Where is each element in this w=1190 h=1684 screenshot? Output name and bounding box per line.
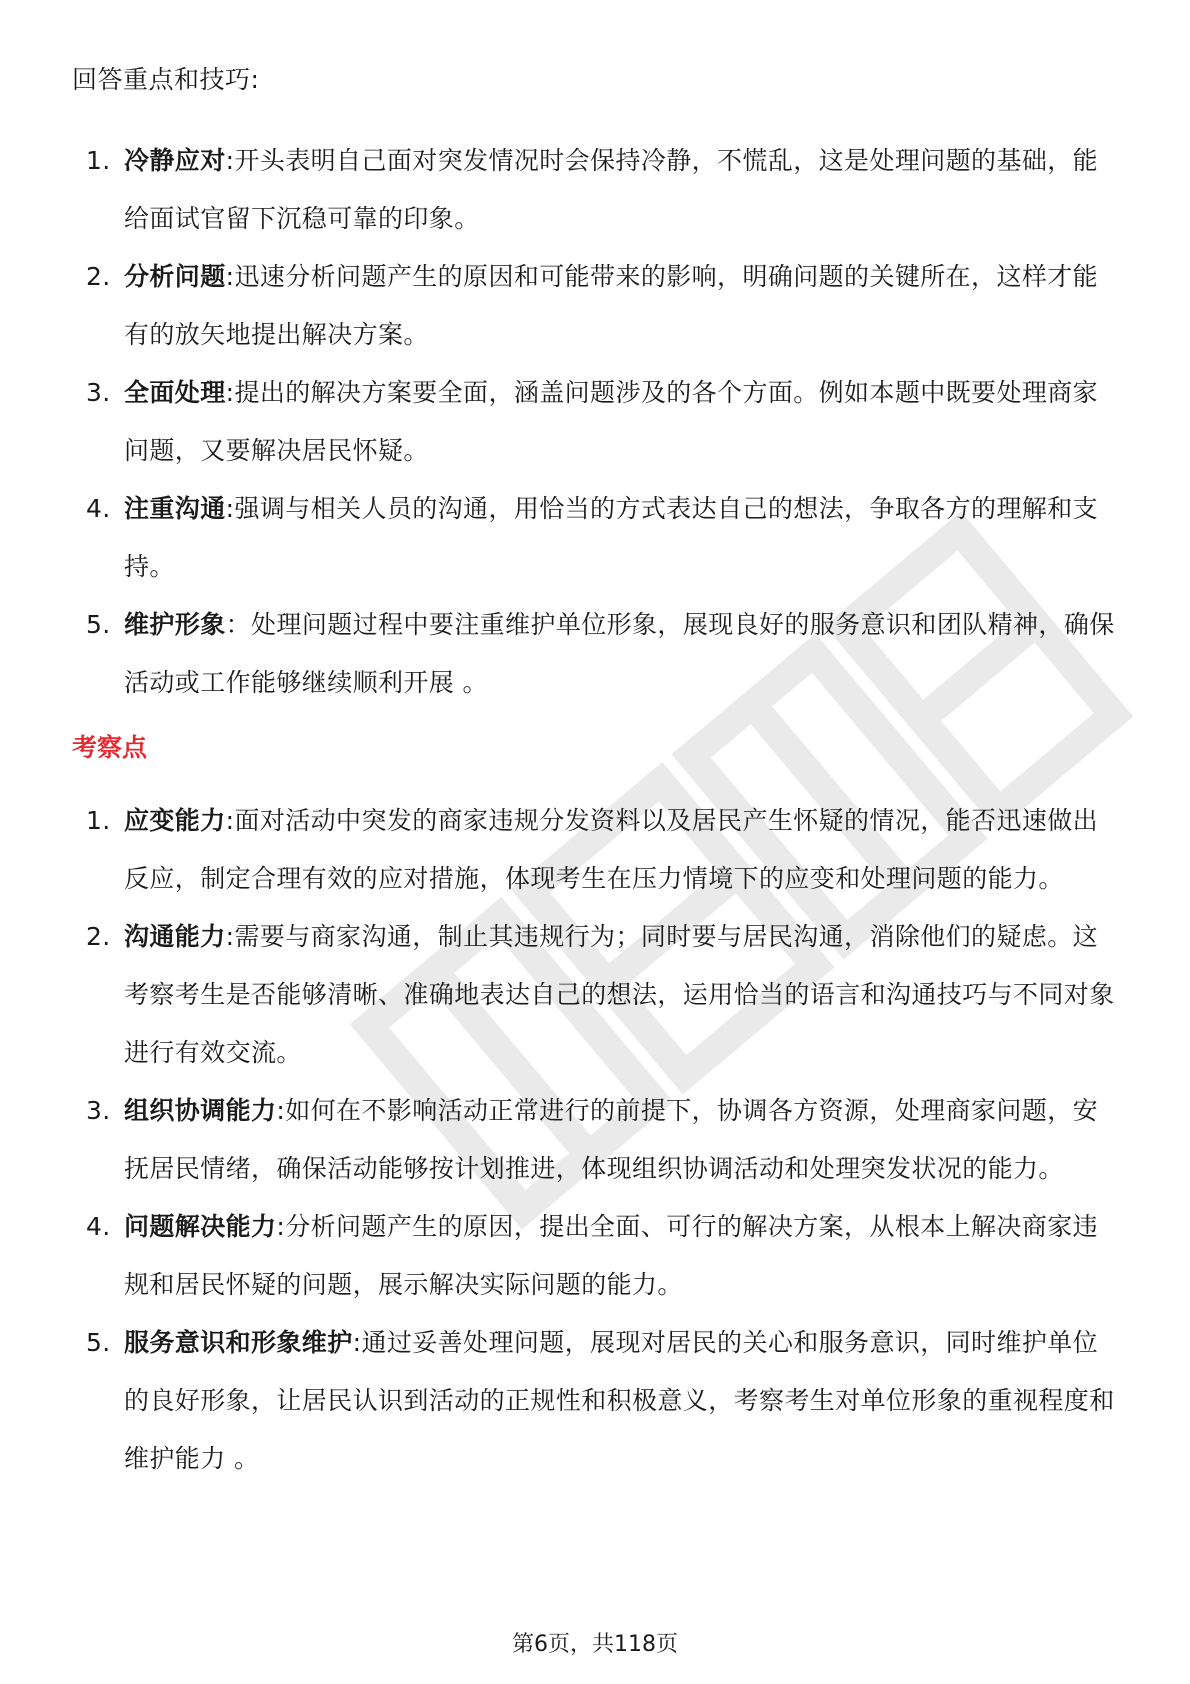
list-item bbox=[72, 1198, 1122, 1314]
item-separator: : bbox=[225, 146, 235, 175]
item-term: 问题解决能力 bbox=[124, 1212, 277, 1241]
item-term: 全面处理 bbox=[124, 378, 226, 407]
item-separator: : bbox=[225, 806, 235, 835]
item-number: 4. bbox=[86, 494, 111, 523]
assessment-list bbox=[72, 792, 1122, 1488]
item-text: 处理问题过程中要注重维护单位形象，展现良好的服务意识和团队精神，确保活动或工作能够继续顺利开展 。 bbox=[124, 610, 1115, 697]
list-item bbox=[72, 1314, 1122, 1488]
item-number: 1. bbox=[86, 806, 111, 835]
content-area bbox=[72, 58, 1122, 1488]
item-text: 强调与相关人员的沟通，用恰当的方式表达自己的想法，争取各方的理解和支持。 bbox=[124, 494, 1099, 581]
item-text: 提出的解决方案要全面，涵盖问题涉及的各个方面。例如本题中既要处理商家问题，又要解决居民怀疑。 bbox=[124, 378, 1099, 465]
item-separator: : bbox=[225, 378, 235, 407]
item-term: 沟通能力 bbox=[124, 922, 226, 951]
item-term: 组织协调能力 bbox=[124, 1096, 277, 1125]
item-separator: : bbox=[276, 1212, 286, 1241]
item-term: 应变能力 bbox=[124, 806, 226, 835]
item-separator: ： bbox=[225, 610, 252, 639]
item-text: 需要与商家沟通，制止其违规行为；同时要与居民沟通，消除他们的疑虑。这考察考生是否能够清晰、准确地表达自己的想法，运用恰当的语言和沟通技巧与不同对象进行有效交流。 bbox=[124, 922, 1115, 1067]
item-number: 3. bbox=[86, 1096, 111, 1125]
item-text: 如何在不影响活动正常进行的前提下，协调各方资源，处理商家问题，安抚居民情绪，确保活动能够按计划推进，体现组织协调活动和处理突发状况的能力。 bbox=[124, 1096, 1099, 1183]
list-item bbox=[72, 1082, 1122, 1198]
section-heading: 考察点 bbox=[72, 733, 148, 762]
item-text: 通过妥善处理问题，展现对居民的关心和服务意识，同时维护单位的良好形象，让居民认识到活动的正规性和积极意义，考察考生对单位形象的重视程度和维护能力 。 bbox=[124, 1328, 1115, 1473]
item-number: 5. bbox=[86, 1328, 111, 1357]
list-item bbox=[72, 132, 1122, 248]
item-separator: : bbox=[276, 1096, 286, 1125]
item-number: 2. bbox=[86, 262, 111, 291]
item-separator: : bbox=[225, 922, 235, 951]
list-item bbox=[72, 908, 1122, 1082]
item-number: 4. bbox=[86, 1212, 111, 1241]
item-term: 冷静应对 bbox=[124, 146, 226, 175]
tips-list bbox=[72, 132, 1122, 712]
item-separator: : bbox=[225, 262, 235, 291]
list-item bbox=[72, 364, 1122, 480]
item-term: 注重沟通 bbox=[124, 494, 226, 523]
item-number: 5. bbox=[86, 610, 111, 639]
item-text: 分析问题产生的原因，提出全面、可行的解决方案，从根本上解决商家违规和居民怀疑的问题，展示解决实际问题的能力。 bbox=[124, 1212, 1099, 1299]
item-separator: : bbox=[352, 1328, 362, 1357]
item-term: 维护形象 bbox=[124, 610, 226, 639]
list-item bbox=[72, 480, 1122, 596]
page-number: 第6页，共118页 bbox=[512, 1632, 678, 1657]
item-number: 3. bbox=[86, 378, 111, 407]
item-text: 迅速分析问题产生的原因和可能带来的影响，明确问题的关键所在，这样才能有的放矢地提出解决方案。 bbox=[124, 262, 1099, 349]
list-item bbox=[72, 792, 1122, 908]
item-number: 1. bbox=[86, 146, 111, 175]
item-text: 开头表明自己面对突发情况时会保持冷静，不慌乱，这是处理问题的基础，能给面试官留下沉稳可靠的印象。 bbox=[124, 146, 1099, 233]
item-text: 面对活动中突发的商家违规分发资料以及居民产生怀疑的情况，能否迅速做出反应，制定合理有效的应对措施，体现考生在压力情境下的应变和处理问题的能力。 bbox=[124, 806, 1099, 893]
item-term: 服务意识和形象维护 bbox=[124, 1328, 353, 1357]
item-number: 2. bbox=[86, 922, 111, 951]
section-intro: 回答重点和技巧: bbox=[72, 65, 260, 94]
item-separator: : bbox=[225, 494, 235, 523]
list-item bbox=[72, 596, 1122, 712]
list-item bbox=[72, 248, 1122, 364]
item-term: 分析问题 bbox=[124, 262, 226, 291]
